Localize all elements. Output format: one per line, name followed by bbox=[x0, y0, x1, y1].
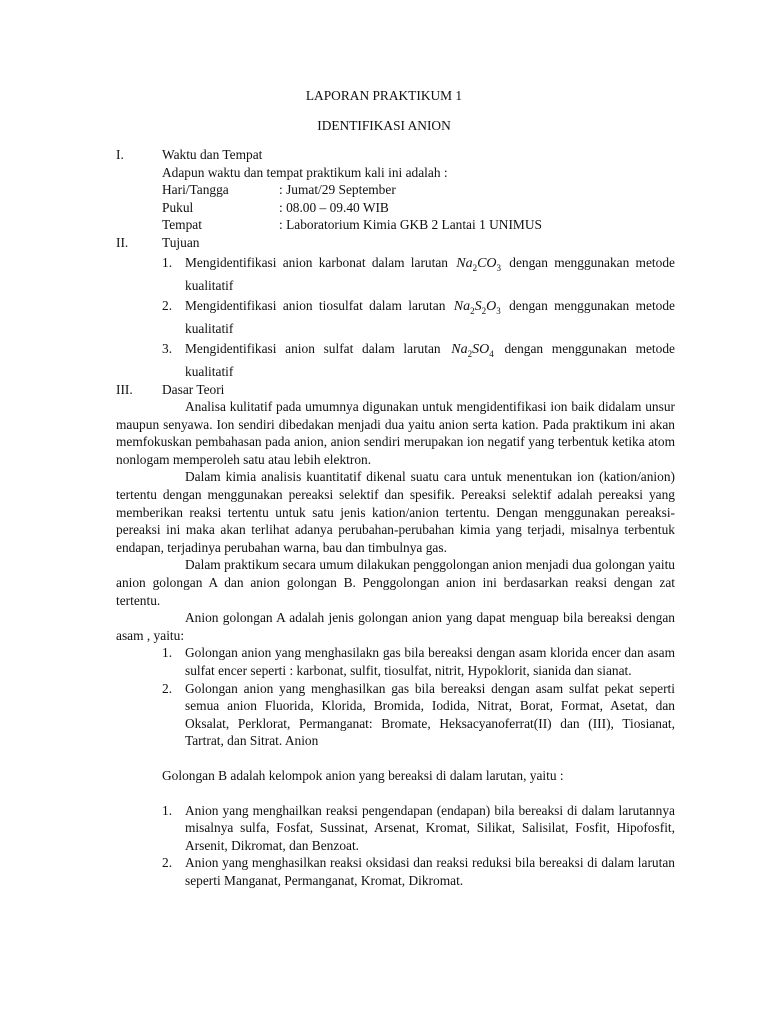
list-text: dengan menggunakan metode kualitatif bbox=[185, 297, 675, 336]
report-title: LAPORAN PRAKTIKUM 1 bbox=[305, 88, 463, 103]
list-text: Mengidentifikasi anion tiosulfat dalam larutan bbox=[185, 297, 446, 313]
section-intro: Adapun waktu dan tempat praktikum kali ini adalah : bbox=[162, 164, 448, 180]
info-key: Tempat bbox=[162, 217, 202, 233]
list-item bbox=[162, 644, 675, 679]
section-number: III. bbox=[116, 381, 133, 397]
section-heading: Tujuan bbox=[162, 234, 200, 250]
paragraph: Dalam praktikum secara umum dilakukan penggolongan anion menjadi dua golongan yaitu anion golongan A dan anion golongan B. Penggolongan anion ini berdasarkan reaksi dengan zat tertentu. bbox=[116, 557, 675, 608]
list-text: Anion yang menghasilkan reaksi oksidasi dan reaksi reduksi bila bereaksi di dalam larutan seperti Manganat, Permanganat, Kromat, Dikromat. bbox=[185, 855, 675, 888]
list-number: 2. bbox=[162, 855, 173, 871]
info-row-pukul bbox=[162, 199, 675, 217]
list-text: dengan menggunakan metode kualitatif bbox=[185, 254, 675, 293]
chemical-formula: $Na_2CO_3$ bbox=[456, 255, 502, 273]
paragraph: Anion golongan A adalah jenis golongan anion yang dapat menguap bila bereaksi dengan asam , yaitu: bbox=[116, 610, 675, 643]
report-subtitle: IDENTIFIKASI ANION bbox=[317, 118, 451, 133]
info-value: : 08.00 – 09.40 WIB bbox=[279, 199, 389, 215]
list-item bbox=[162, 297, 675, 338]
section-heading: Waktu dan Tempat bbox=[162, 147, 263, 162]
chemical-formula: $Na_2SO_4$ bbox=[451, 341, 494, 359]
list-number: 1. bbox=[162, 254, 173, 270]
section-number: II. bbox=[116, 234, 129, 250]
info-value: : Laboratorium Kimia GKB 2 Lantai 1 UNIMUS bbox=[279, 217, 542, 233]
list-item bbox=[162, 854, 675, 889]
list-number: 1. bbox=[162, 802, 173, 818]
list-text: Mengidentifikasi anion karbonat dalam larutan bbox=[185, 254, 448, 270]
info-key: Hari/Tangga bbox=[162, 182, 229, 198]
list-number: 2. bbox=[162, 297, 173, 313]
info-row-tempat bbox=[162, 216, 675, 234]
dasar-teori-paragraphs bbox=[116, 398, 675, 889]
info-row-hari bbox=[162, 181, 675, 199]
paragraph: Golongan B adalah kelompok anion yang bereaksi di dalam larutan, yaitu : bbox=[162, 767, 564, 783]
section-heading: Dasar Teori bbox=[162, 381, 225, 397]
list-number: 2. bbox=[162, 680, 173, 696]
paragraph: Analisa kulitatif pada umumnya digunakan untuk mengidentifikasi ion baik didalam unsur maupun senyawa. Ion sendiri dibedakan menjadi dua yaitu anion serta kation. Pada praktikum ini akan memfokuskan pembahasan pada anion, anion sendiri merupakan ion negatif yang terbentuk ketika atom nonlogam memperoleh satu atau lebih elektron. bbox=[116, 399, 675, 467]
section-number: I. bbox=[116, 147, 124, 162]
list-item bbox=[162, 254, 675, 295]
section-waktu-tempat bbox=[116, 146, 675, 234]
section-tujuan bbox=[116, 234, 675, 381]
paragraph: Dalam kimia analisis kuantitatif dikenal suatu cara untuk menentukan ion (kation/anion) tertentu dengan menggunakan pereaksi selektif dan spesifik. Pereaksi selektif adalah pereaksi yang memberikan reaksi tertentu untuk satu jenis kation/anion tertentu. Dengan menggunakan pereaksi-pereaksi ini maka akan terlihat adanya perubahan-perubahan kimia yang terjadi, misalnya terbentuk endapan, terjadinya perubahan warna, bau dan timbulnya gas. bbox=[116, 469, 675, 555]
chemical-formula: $Na_2S_2O_3$ bbox=[453, 298, 501, 316]
list-text: Golongan anion yang menghasilkan gas bila bereaksi dengan asam sulfat pekat seperti semua anion Fluorida, Klorida, Bromida, Iodida, Nitrat, Borat, Format, Asetat, dan Oksalat, Perklorat, Permanganat: Bromate, Heksacyanoferrat(II) dan (III), Tiosianat, Tartrat, dan Sitrat. Anion bbox=[185, 680, 675, 749]
document-body bbox=[116, 146, 675, 890]
list-text: dengan menggunakan metode kualitatif bbox=[185, 340, 675, 379]
list-item bbox=[162, 802, 675, 855]
list-text: Anion yang menghailkan reaksi pengendapan (endapan) bila bereaksi di dalam larutannya misalnya sulfa, Fosfat, Sussinat, Arsenat, Kromat, Silikat, Salisilat, Fosfit, Hipofosfit, Arsenit, Dikromat, dan Benzoat. bbox=[185, 802, 675, 853]
list-item bbox=[162, 680, 675, 750]
list-number: 1. bbox=[162, 645, 173, 661]
list-item bbox=[162, 340, 675, 381]
list-number: 3. bbox=[162, 340, 173, 356]
info-value: : Jumat/29 September bbox=[279, 182, 396, 198]
info-key: Pukul bbox=[162, 199, 194, 215]
list-text: Golongan anion yang menghasilakn gas bila bereaksi dengan asam klorida encer dan asam sulfat encer seperti : karbonat, sulfit, tiosulfat, nitrit, Hypoklorit, sianida dan sianat. bbox=[185, 645, 675, 679]
section-dasar-teori bbox=[116, 381, 675, 399]
list-text: Mengidentifikasi anion sulfat dalam larutan bbox=[185, 340, 441, 356]
